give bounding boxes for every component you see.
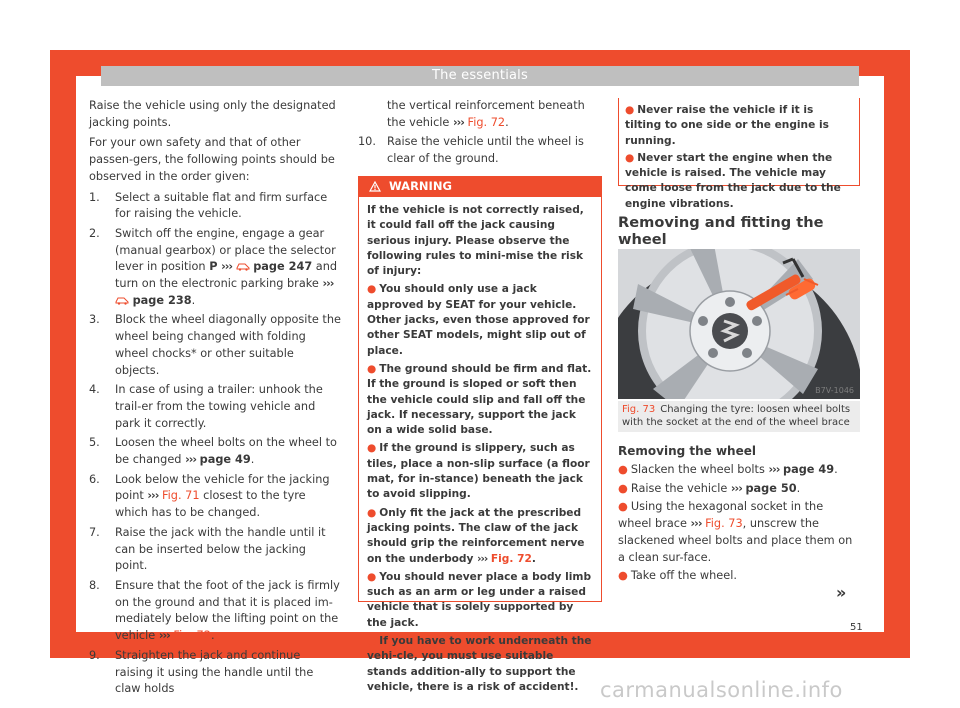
figure-link[interactable]: Fig. 72 <box>490 552 532 565</box>
list-item: the vertical reinforcement beneath the vehicle ››› Fig. 72. <box>387 99 585 129</box>
list-item: 2. Switch off the engine, engage a gear (manual gearbox) or place the selector lever in position P ››› page 247 and turn on the electronic parking brake ››› page 238. <box>89 226 338 307</box>
figure-link[interactable]: Fig. 71 <box>161 489 200 503</box>
list-item: 6. Look below the vehicle for the jacking point ››› Fig. 71 closest to the tyre which has to be changed. <box>89 472 330 520</box>
page-link[interactable]: page 50 <box>745 481 797 495</box>
car-lift-icon <box>236 261 250 271</box>
page-link[interactable]: page 49 <box>199 453 251 467</box>
continue-marker: » <box>836 583 847 602</box>
warning-intro: If the vehicle is not correctly raised, it could fall off the jack causing serious injury. Please observe the following rules to mini-mise the risk of injury: <box>367 204 584 278</box>
list-item: 7. Raise the jack with the handle until it can be inserted below the jacking point. <box>89 525 326 573</box>
figure-link[interactable]: Fig. 73 <box>705 517 743 531</box>
warning-body <box>359 197 601 695</box>
page-number: 51 <box>850 622 863 633</box>
warning-item: ● If the ground is slippery, such as tiles, place a non-slip surface (a floor mat, for in-stance) beneath the jack to avoid slipping. <box>367 442 590 501</box>
figure-caption <box>618 401 860 432</box>
car-lift-icon <box>115 295 129 305</box>
column-left <box>89 98 341 701</box>
figure-code: B7V-1046 <box>815 386 854 395</box>
column-middle <box>358 98 602 168</box>
page-link[interactable]: page 238 <box>132 293 192 307</box>
chapter-header: The essentials <box>101 66 859 86</box>
warning-item: ● Never start the engine when the vehicle is raised. The vehicle may come loose from the jack due to the engine vibrations. <box>625 151 841 210</box>
figure-link[interactable]: Fig. 72 <box>173 629 211 643</box>
figure-link[interactable]: Fig. 72 <box>467 115 506 129</box>
list-item: ● Take off the wheel. <box>618 569 737 583</box>
warning-box <box>358 176 602 693</box>
warning-triangle-icon <box>369 181 381 192</box>
wheel-illustration <box>618 249 860 399</box>
list-item: ● Slacken the wheel bolts ››› page 49. <box>618 463 838 476</box>
warning-title: WARNING <box>389 179 452 193</box>
steps-list <box>89 190 341 698</box>
list-item: ● Raise the vehicle ››› page 50. <box>618 481 801 495</box>
subheading: Removing the wheel <box>618 444 756 458</box>
section-title: Removing and fitting the wheel <box>618 214 860 253</box>
warning-item: ● Never raise the vehicle if it is tilting to one side or the engine is running. <box>625 104 829 147</box>
list-item: 5. Loosen the wheel bolts on the wheel to be changed ››› page 49. <box>89 436 337 467</box>
intro-paragraph-2: For your own safety and that of other passen-gers, the following points should be observed in the order given: <box>89 136 335 183</box>
warning-item: ● You should only use a jack approved by SEAT for your vehicle. Other jacks, even those approved for other SEAT models, might slip out of place. <box>367 283 590 357</box>
page-link[interactable]: page 49 <box>783 463 835 476</box>
warning-item: ● If you have to work underneath the vehi-cle, you must use suitable stands addition-ally to support the vehicle, there is a risk of accident!. <box>367 635 592 693</box>
page-link[interactable]: page 247 <box>253 260 313 274</box>
removal-steps <box>618 462 860 587</box>
list-item: 10. Raise the vehicle until the wheel is clear of the ground. <box>358 135 584 166</box>
figure-wheel-brace <box>618 249 860 399</box>
list-item: 9. Straighten the jack and continue raising it using the handle until the claw holds <box>89 648 314 696</box>
watermark: carmanualsonline.info <box>600 678 843 702</box>
warning-item: ● The ground should be firm and flat. If the ground is sloped or soft then the vehicle could slip and fall off the jack. If necessary, support the jack on a wide solid base. <box>367 362 592 437</box>
intro-paragraph-1: Raise the vehicle using only the designated jacking points. <box>89 99 336 129</box>
caption-text: Changing the tyre: loosen wheel bolts with the socket at the end of the wheel brace <box>622 404 851 428</box>
warning-header <box>359 176 601 197</box>
figure-label: Fig. 73 <box>622 404 656 415</box>
warning-item: ● You should never place a body limb such as an arm or leg under a raised vehicle that is solely supported by the jack. <box>367 570 592 629</box>
list-item: 3. Block the wheel diagonally opposite the wheel being changed with folding wheel chocks* or other suitable objects. <box>89 313 341 377</box>
list-item: 8. Ensure that the foot of the jack is firmly on the ground and that it is placed im-mediately below the lifting point on the vehicle ››› Fig. 72. <box>89 578 340 643</box>
warning-continuation-box <box>618 98 860 210</box>
list-item: 1. Select a suitable flat and firm surface for raising the vehicle. <box>89 190 328 221</box>
warning-item: ● Only fit the jack at the prescribed jacking points. The claw of the jack should grip the reinforcement nerve on the underbody ››› Fig. 72. <box>367 506 585 565</box>
list-item: 4. In case of using a trailer: unhook the trail-er from the towing vehicle and park it correctly. <box>89 383 323 430</box>
list-item: ● Using the hexagonal socket in the wheel brace ››› Fig. 73, unscrew the slackened wheel bolts and place them on a clean sur-face. <box>618 500 853 564</box>
